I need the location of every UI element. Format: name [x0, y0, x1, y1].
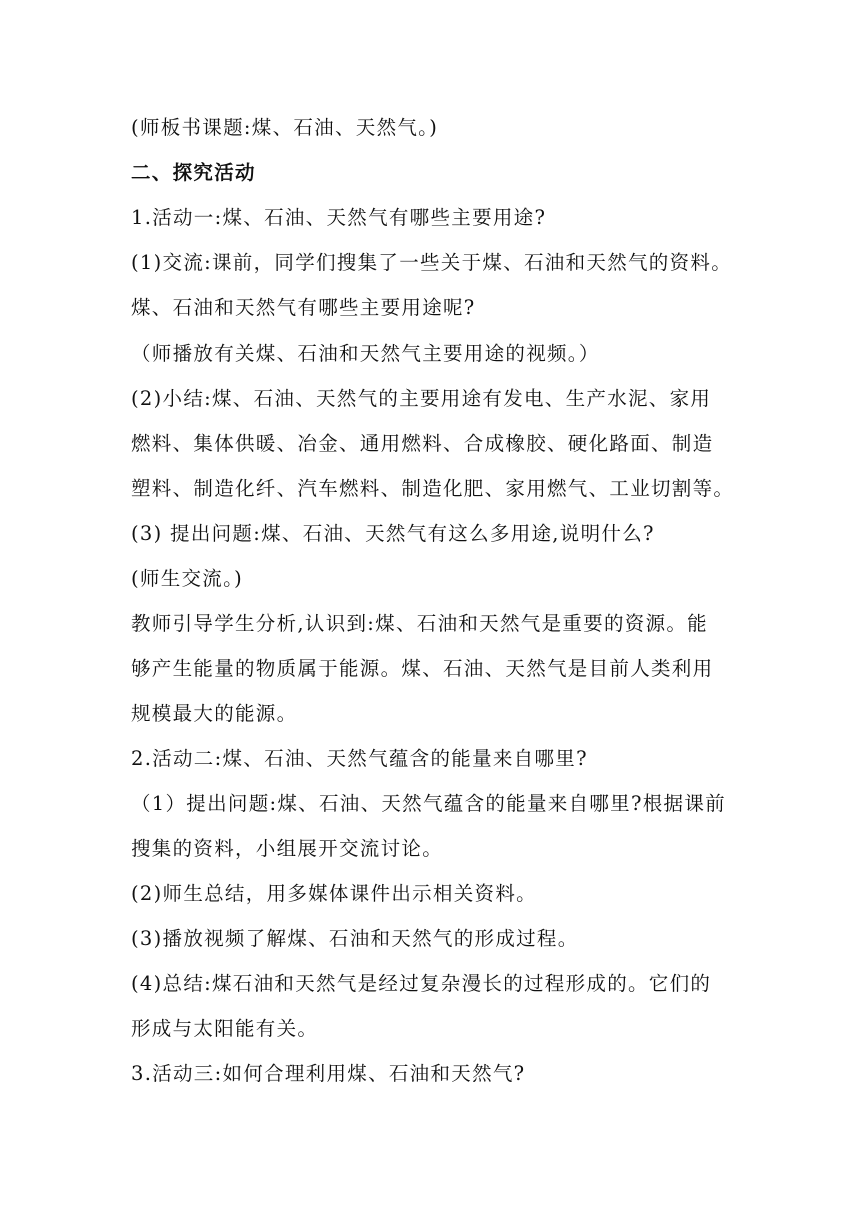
paragraph-line: 教师引导学生分析,认识到:煤、石油和天然气是重要的资源。能	[131, 612, 708, 635]
paragraph-line: 搜集的资料，小组展开交流讨论。	[131, 837, 444, 860]
teacher-note-title: (师板书课题:煤、石油、天然气。)	[131, 116, 439, 139]
teacher-note: (师生交流。)	[131, 567, 244, 590]
activity-one-heading: 1.活动一:煤、石油、天然气有哪些主要用途?	[131, 206, 547, 229]
paragraph-line: 燃料、集体供暖、冶金、通用燃料、合成橡胶、硬化路面、制造	[131, 432, 714, 455]
paragraph-line: 塑料、制造化纤、汽车燃料、制造化肥、家用燃气、工业切割等。	[131, 477, 735, 500]
teacher-note: （师播放有关煤、石油和天然气主要用途的视频。）	[131, 342, 600, 365]
activity-three-heading: 3.活动三:如何合理利用煤、石油和天然气?	[131, 1062, 526, 1085]
paragraph-line: 规模最大的能源。	[131, 702, 298, 725]
activity-two-heading: 2.活动二:煤、石油、天然气蕴含的能量来自哪里?	[131, 747, 588, 770]
paragraph-line: (4)总结:煤石油和天然气是经过复杂漫长的过程形成的。它们的	[131, 972, 712, 995]
paragraph-line: （1）提出问题:煤、石油、天然气蕴含的能量来自哪里?根据课前	[131, 792, 726, 815]
paragraph-line: (3)播放视频了解煤、石油和天然气的形成过程。	[131, 927, 579, 950]
paragraph-line: (2)小结:煤、石油、天然气的主要用途有发电、生产水泥、家用	[131, 387, 712, 410]
paragraph-line: 够产生能量的物质属于能源。煤、石油、天然气是目前人类利用	[131, 657, 714, 680]
paragraph-line: (3) 提出问题:煤、石油、天然气有这么多用途,说明什么?	[131, 522, 655, 545]
paragraph-line: (2)师生总结，用多媒体课件出示相关资料。	[131, 882, 537, 905]
paragraph-line: (1)交流:课前，同学们搜集了一些关于煤、石油和天然气的资料。	[131, 251, 732, 274]
paragraph-line: 形成与太阳能有关。	[131, 1017, 319, 1040]
paragraph-line: 煤、石油和天然气有哪些主要用途呢?	[131, 296, 476, 319]
section-heading: 二、探究活动	[131, 161, 256, 184]
